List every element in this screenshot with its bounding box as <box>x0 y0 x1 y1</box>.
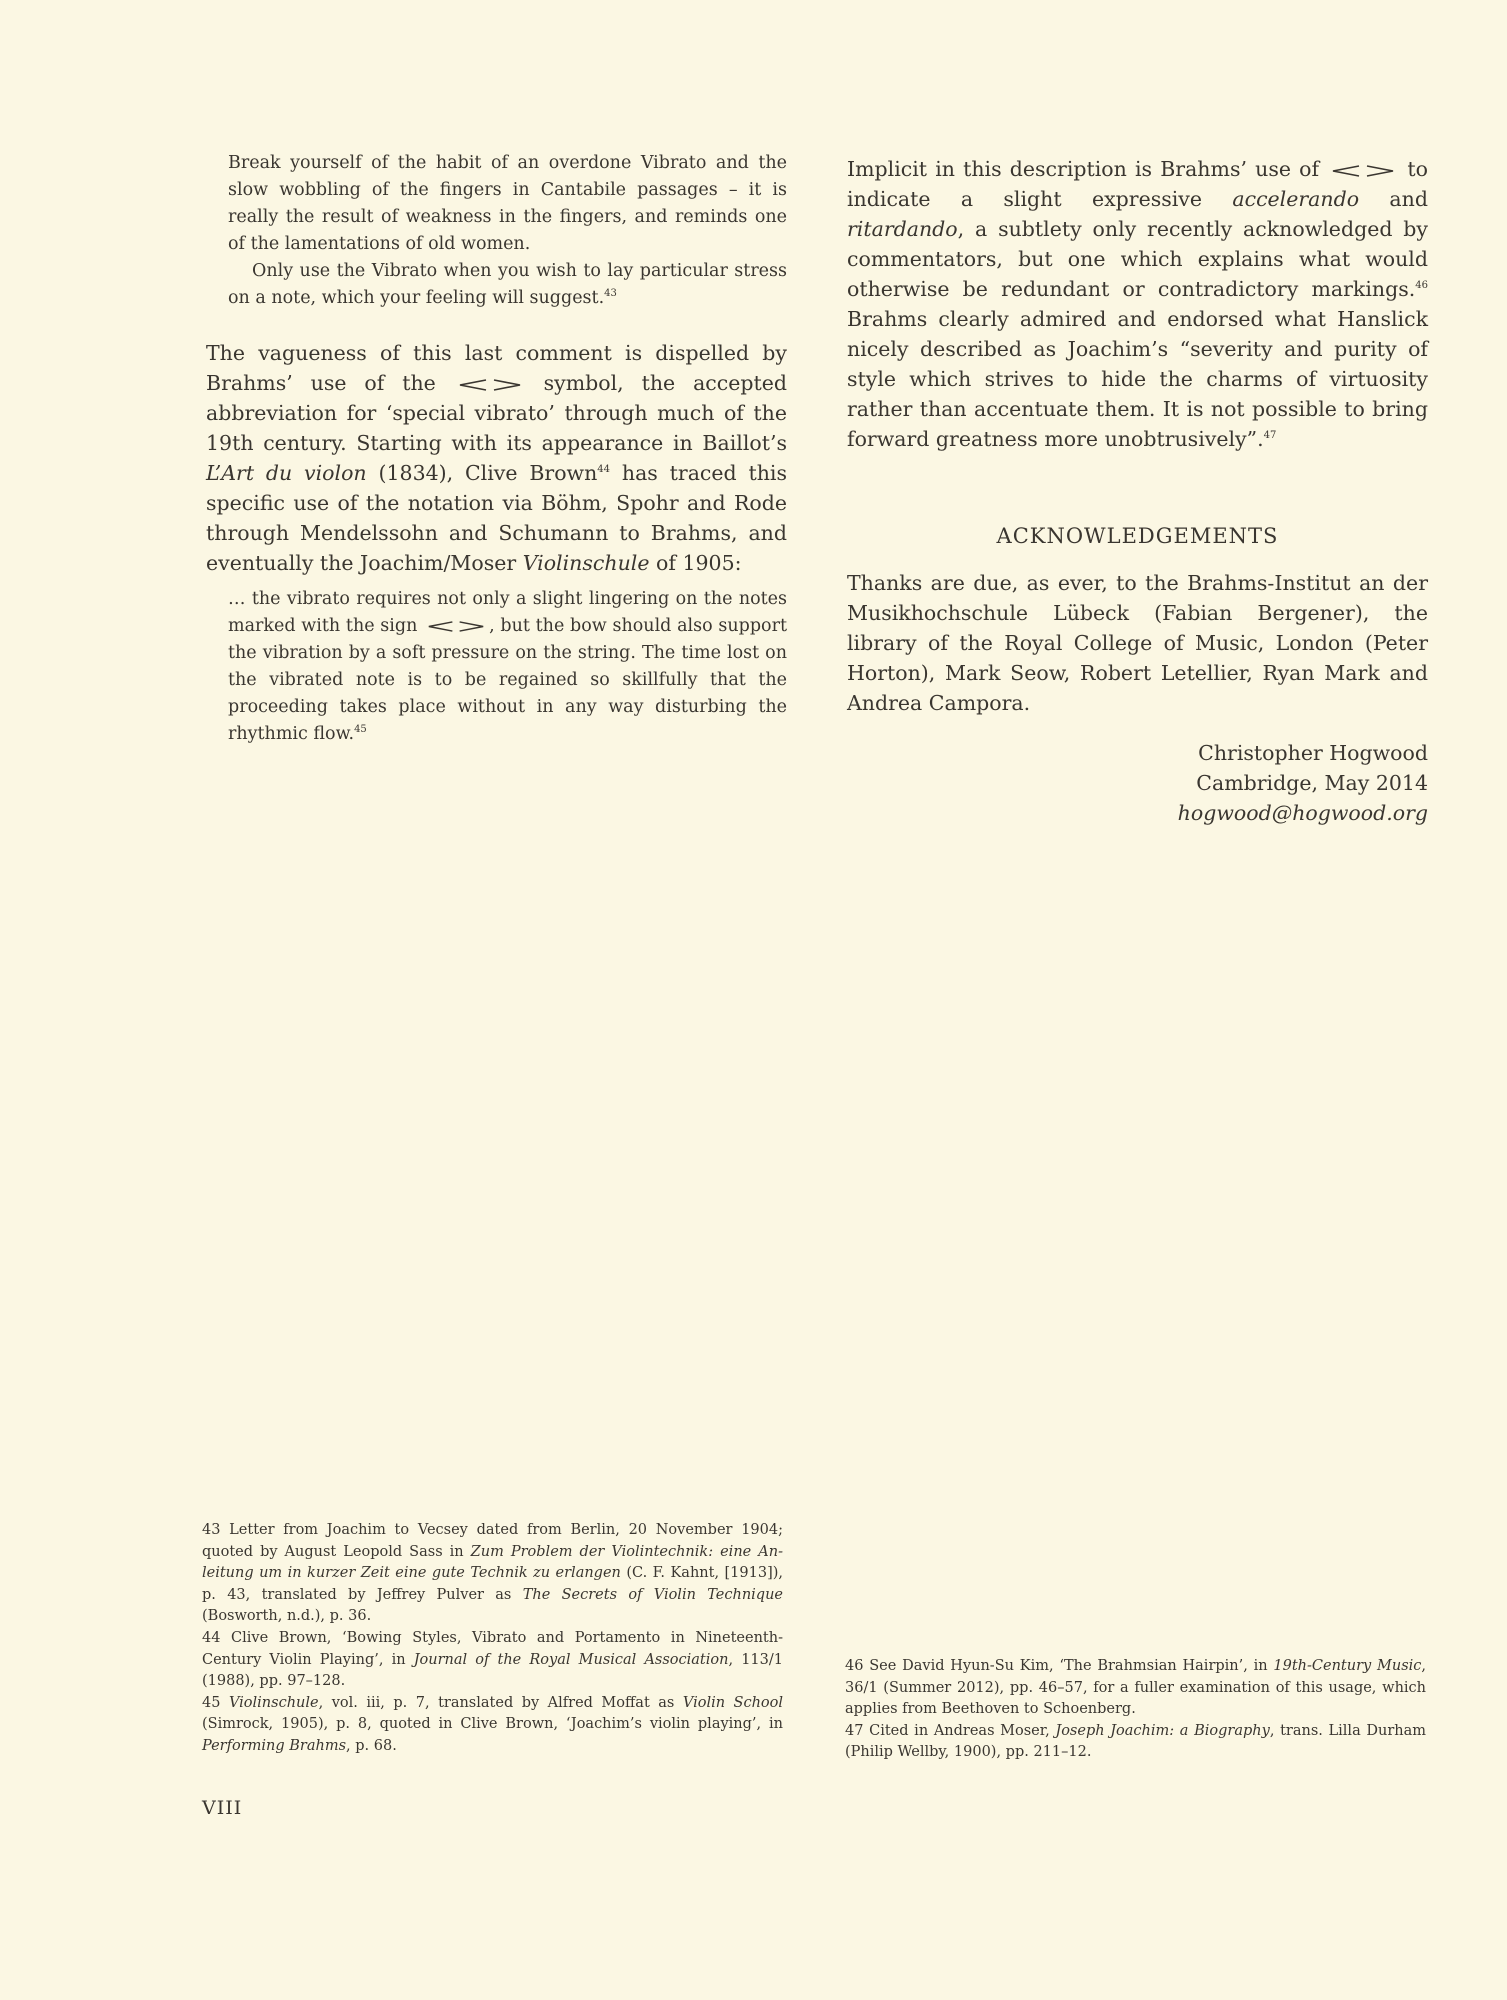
author-name: Christopher Hogwood <box>1198 741 1428 765</box>
footnote-43: 43 Letter from Joachim to Vecsey dated from Berlin, 20 November 1904; quoted by August Leopold Sass in Zum Problem der Violintechnik: eine Anleitung um in kurzer Zeit eine gute Technik zu erlangen (C. F. Kahnt, [1913]), p. 43, translated by Jeffrey Pulver as The Secrets of Violin Technique (Bosworth, n.d.), p. 36. <box>202 1522 783 1625</box>
footnote-ref: 46 <box>1415 280 1428 292</box>
footnote-ref: 45 <box>354 724 367 736</box>
footnote-ref: 44 <box>597 464 611 476</box>
place-date: Cambridge, May 2014 <box>1196 771 1428 795</box>
hairpin-icon <box>1331 165 1395 177</box>
body-paragraph: Implicit in this description is Brahms’ use of to indicate a slight expressive accelerando and ritardando, a subtlety only recently acknowledged by commentators, but one which explains what would otherwise be redundant or contradictory markings.$^{46}$ Brahms clearly admired and endorsed what Hanslick nicely described as Joachim’s “severity and purity of style which strives to hide the charms of virtuosity rather than accentuate them. It is not possible to bring forward greatness more unobtrusively”.$^{47}$ <box>847 157 1428 451</box>
quote-paragraph: … the vibrato requires not only a slight lingering on the notes marked with the sign , but the bow should also support the vibration by a soft pressure on the string. The time lost on the vibrated note is to be regained so skillfully that the proceeding takes place without in any way disturbing the rhythmic flow.$^{45}$ <box>228 589 787 744</box>
quote-paragraph: Break yourself of the habit of an overdone Vibrato and the slow wobbling of the fingers in Cantabile passages – it is really the result of weakness in the fingers, and reminds one of the lamentations of old women. <box>228 153 787 254</box>
hairpin-icon <box>458 379 522 391</box>
footnote-44: 44 Clive Brown, ‘Bowing Styles, Vibrato and Portamento in Nineteenth-Century Violin Playing’, in Journal of the Royal Musical Association, 113/1 (1988), pp. 97–128. <box>202 1629 783 1690</box>
footnote-ref: 43 <box>604 288 617 300</box>
quote-paragraph: Only use the Vibrato when you wish to lay particular stress on a note, which your feeling will suggest.$^{43}$ <box>228 261 787 308</box>
block-quote-joachim <box>228 150 787 312</box>
footnote-47: 47 Cited in Andreas Moser, Joseph Joachim: a Biography, trans. Lilla Durham (Philip Wellby, 1900), pp. 211–12. <box>845 1722 1427 1761</box>
footnote-ref: 47 <box>1263 430 1277 442</box>
footnotes-left <box>202 1520 783 1758</box>
author-email: hogwood@hogwood.org <box>1177 801 1428 825</box>
right-column <box>847 154 1428 828</box>
footnote-45: 45 Violinschule, vol. iii, p. 7, translated by Alfred Moffat as Violin School (Simrock, 1905), p. 8, quoted in Clive Brown, ‘Joachim’s violin playing’, in Performing Brahms, p. 68. <box>202 1694 784 1754</box>
footnotes-right <box>845 1656 1426 1764</box>
block-quote-violinschule <box>228 586 787 748</box>
page-number: VIII <box>202 1797 243 1819</box>
footnote-46: 46 See David Hyun-Su Kim, ‘The Brahmsian Hairpin’, in 19th-Century Music, 36/1 (Summer 2012), pp. 46–57, for a fuller examination of this usage, which applies from Beethoven to Schoenberg. <box>845 1658 1427 1718</box>
hairpin-icon <box>427 621 485 632</box>
section-heading: ACKNOWLEDGEMENTS <box>996 524 1279 548</box>
body-paragraph: The vagueness of this last comment is dispelled by Brahms’ use of the symbol, the accepted abbreviation for ‘special vibrato’ through much of the 19th century. Starting with its appearance in Baillot’s L’Art du violon (1834), Clive Brown$^{44}$ has traced this specific use of the notation via Böhm, Spohr and Rode through Mendelssohn and Schumann to Brahms, and eventually the Joachim/Moser Violinschule of 1905: <box>206 341 787 575</box>
acknowledgements-paragraph: Thanks are due, as ever, to the Brahms-Institut an der Musikhochschule Lübeck (Fabian Bergener), the library of the Royal College of Music, London (Peter Horton), Mark Seow, Robert Letellier, Ryan Mark and Andrea Campora. <box>847 571 1428 715</box>
left-column <box>206 150 787 748</box>
signature-block <box>847 738 1428 828</box>
